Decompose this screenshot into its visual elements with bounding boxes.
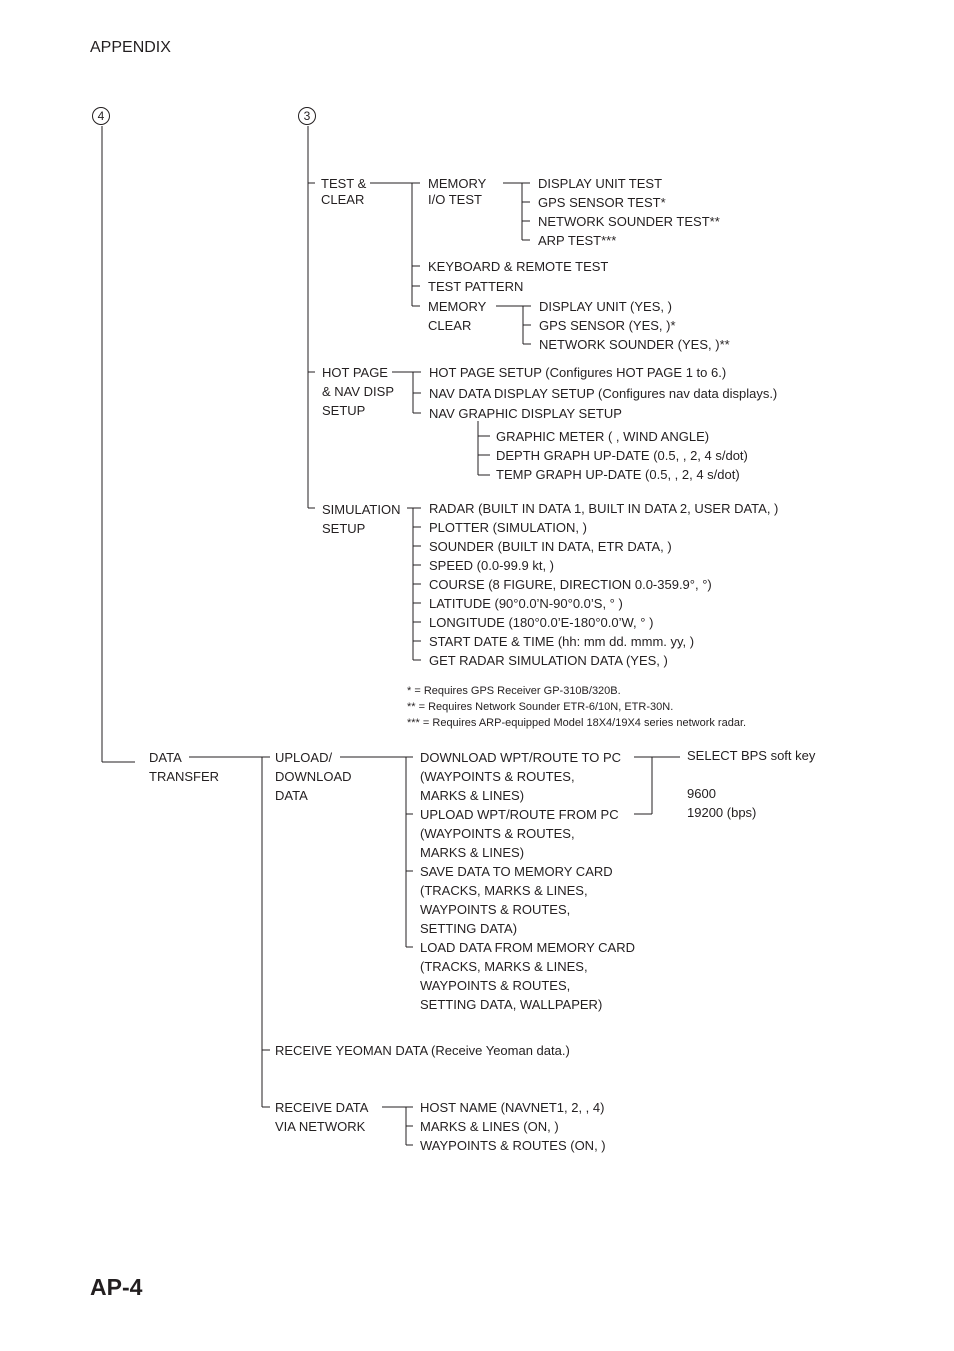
menu-item: RECEIVE YEOMAN DATA (Receive Yeoman data.) (275, 1043, 570, 1058)
menu-item: ARP TEST*** (538, 233, 617, 248)
menu-item: PLOTTER (SIMULATION, ) (429, 520, 587, 535)
menu-item-detail: (TRACKS, MARKS & LINES, (420, 959, 588, 974)
hot-page-label: & NAV DISP (322, 384, 395, 399)
menu-item: START DATE & TIME (hh: mm dd. mmm. yy, ) (429, 634, 695, 649)
menu-item: MARKS & LINES (ON, ) (420, 1119, 559, 1134)
menu-item: WAYPOINTS & ROUTES (ON, ) (420, 1138, 606, 1153)
menu-item-detail: WAYPOINTS & ROUTES, (420, 978, 571, 993)
menu-item: DISPLAY UNIT (YES, ) (539, 299, 672, 314)
menu-item: GPS SENSOR (YES, )* (539, 318, 676, 333)
menu-item: DISPLAY UNIT TEST (538, 176, 663, 191)
menu-item-detail: WAYPOINTS & ROUTES, (420, 902, 571, 917)
data-transfer-label: TRANSFER (149, 769, 220, 784)
memory-io-label: I/O TEST (428, 192, 482, 207)
memory-clear-label: MEMORY (428, 299, 487, 314)
menu-item: LOAD DATA FROM MEMORY CARD (420, 940, 636, 955)
upload-download-label: UPLOAD/ (275, 750, 333, 765)
menu-item: HOT PAGE SETUP (Configures HOT PAGE 1 to 6.) (429, 365, 727, 380)
menu-item: LONGITUDE (180°0.0’E-180°0.0’W, ° ) (429, 615, 654, 630)
simulation-label: SETUP (322, 521, 366, 536)
menu-item: GET RADAR SIMULATION DATA (YES, ) (429, 653, 668, 668)
data-transfer-label: DATA (149, 750, 182, 765)
menu-item: KEYBOARD & REMOTE TEST (428, 259, 609, 274)
menu-item-detail: (WAYPOINTS & ROUTES, (420, 769, 575, 784)
menu-item: NETWORK SOUNDER TEST** (538, 214, 720, 229)
menu-item: SPEED (0.0-99.9 kt, ) (429, 558, 554, 573)
memory-clear-label: CLEAR (428, 318, 472, 333)
menu-item: TEMP GRAPH UP-DATE (0.5, , 2, 4 s/dot) (496, 467, 740, 482)
menu-item: LATITUDE (90°0.0’N-90°0.0’S, ° ) (429, 596, 623, 611)
footnote: *** = Requires ARP-equipped Model 18X4/19X4 series network radar. (407, 717, 747, 729)
menu-item: NETWORK SOUNDER (YES, )** (539, 337, 730, 352)
footnote: ** = Requires Network Sounder ETR-6/10N, ETR-30N. (407, 701, 674, 713)
hot-page-label: SETUP (322, 403, 366, 418)
menu-item-detail: SETTING DATA) (420, 921, 518, 936)
menu-item: GRAPHIC METER ( , WIND ANGLE) (496, 429, 710, 444)
menu-item: TEST PATTERN (428, 279, 524, 294)
menu-item-detail: (TRACKS, MARKS & LINES, (420, 883, 588, 898)
receive-network-label: RECEIVE DATA (275, 1100, 369, 1115)
test-clear-label: TEST & (321, 176, 367, 191)
connector-marker-4: 4 (92, 107, 110, 125)
menu-item-detail: SETTING DATA, WALLPAPER) (420, 997, 603, 1012)
menu-item: DOWNLOAD WPT/ROUTE TO PC (420, 750, 622, 765)
connector-marker-3: 3 (298, 107, 316, 125)
simulation-label: SIMULATION (322, 502, 401, 517)
upload-download-label: DOWNLOAD (275, 769, 352, 784)
menu-item: RADAR (BUILT IN DATA 1, BUILT IN DATA 2, USER DATA, ) (429, 501, 779, 516)
menu-item: GPS SENSOR TEST* (538, 195, 666, 210)
menu-item: NAV DATA DISPLAY SETUP (Configures nav data displays.) (429, 386, 778, 401)
menu-item-detail: (WAYPOINTS & ROUTES, (420, 826, 575, 841)
bps-option: 19200 (bps) (687, 805, 757, 820)
upload-download-label: DATA (275, 788, 308, 803)
menu-item: DEPTH GRAPH UP-DATE (0.5, , 2, 4 s/dot) (496, 448, 748, 463)
hot-page-label: HOT PAGE (322, 365, 388, 380)
menu-item-detail: MARKS & LINES) (420, 788, 525, 803)
bps-softkey-title: SELECT BPS soft key (687, 748, 816, 763)
menu-item: HOST NAME (NAVNET1, 2, , 4) (420, 1100, 605, 1115)
footnote: * = Requires GPS Receiver GP-310B/320B. (407, 685, 621, 697)
menu-item: COURSE (8 FIGURE, DIRECTION 0.0-359.9°, °) (429, 577, 712, 592)
menu-item-detail: MARKS & LINES) (420, 845, 525, 860)
menu-item: SOUNDER (BUILT IN DATA, ETR DATA, ) (429, 539, 672, 554)
page-number: AP-4 (90, 1274, 143, 1300)
test-clear-label: CLEAR (321, 192, 365, 207)
menu-item: SAVE DATA TO MEMORY CARD (420, 864, 613, 879)
memory-io-label: MEMORY (428, 176, 487, 191)
menu-item: NAV GRAPHIC DISPLAY SETUP (429, 406, 622, 421)
menu-item: UPLOAD WPT/ROUTE FROM PC (420, 807, 619, 822)
receive-network-label: VIA NETWORK (275, 1119, 366, 1134)
bps-option: 9600 (687, 786, 716, 801)
running-header: APPENDIX (90, 39, 171, 56)
